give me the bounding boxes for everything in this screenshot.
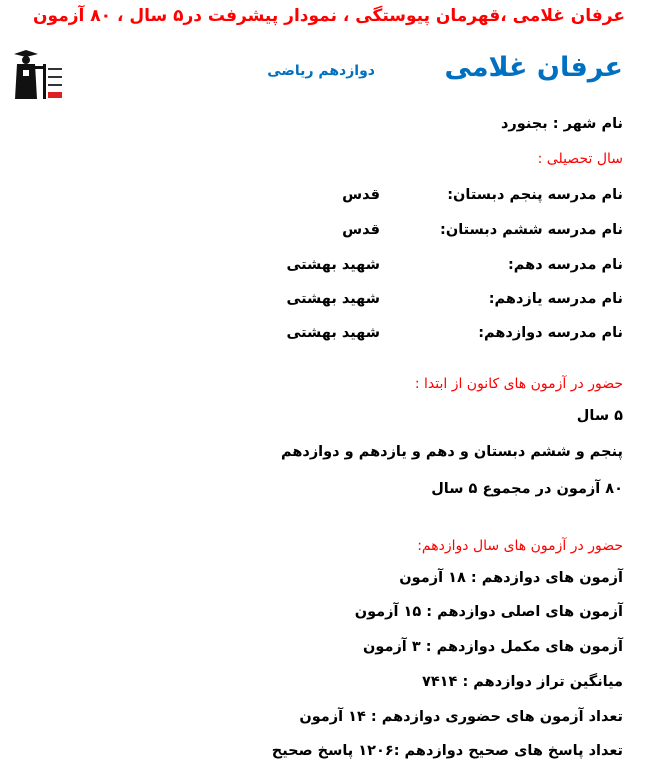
school-value-11: شهید بهشتی (286, 291, 380, 307)
history-line: ۸۰ آزمون در مجموع ۵ سال (431, 481, 623, 497)
grade12-line: تعداد پاسخ های صحیح دوازدهم :۱۲۰۶ پاسخ صحیح (271, 743, 623, 759)
school-label-5: نام مدرسه پنجم دبستان: (447, 187, 623, 203)
school-label-12: نام مدرسه دوازدهم: (478, 325, 623, 341)
school-value-5: قدس (342, 187, 380, 203)
school-value-12: شهید بهشتی (286, 325, 380, 341)
grade12-line: آزمون های مکمل دوازدهم : ۳ آزمون (363, 639, 623, 655)
school-label-11: نام مدرسه یازدهم: (488, 291, 623, 307)
student-name: عرفان غلامی (444, 52, 623, 83)
school-value-10: شهید بهشتی (286, 257, 380, 273)
grade12-line: میانگین تراز دوازدهم : ۷۴۱۴ (421, 674, 623, 690)
school-label-6: نام مدرسه ششم دبستان: (440, 222, 623, 238)
grade-field: دوازدهم ریاضی (267, 63, 375, 79)
grade12-line: آزمون های دوازدهم : ۱۸ آزمون (399, 570, 623, 586)
kanoon-logo (4, 44, 64, 104)
grade12-line: تعداد آزمون های حضوری دوازدهم : ۱۴ آزمون (299, 709, 623, 725)
grade12-line: آزمون های اصلی دوازدهم : ۱۵ آزمون (354, 604, 623, 620)
history-line: ۵ سال (576, 408, 623, 424)
academic-year-label: سال تحصیلی : (537, 151, 623, 167)
history-heading: حضور در آزمون های کانون از ابتدا : (414, 376, 623, 392)
city: نام شهر : بجنورد (500, 116, 623, 132)
graduate-figure-logo-icon (4, 44, 64, 104)
school-label-10: نام مدرسه دهم: (507, 257, 623, 273)
page-title: عرفان غلامی ،قهرمان پیوستگی ، نمودار پیشرفت در۵ سال ، ۸۰ آزمون (33, 6, 625, 26)
history-line: پنجم و ششم دبستان و دهم و یازدهم و دوازدهم (280, 444, 623, 460)
school-value-6: قدس (342, 222, 380, 238)
grade12-heading: حضور در آزمون های سال دوازدهم: (417, 538, 623, 554)
